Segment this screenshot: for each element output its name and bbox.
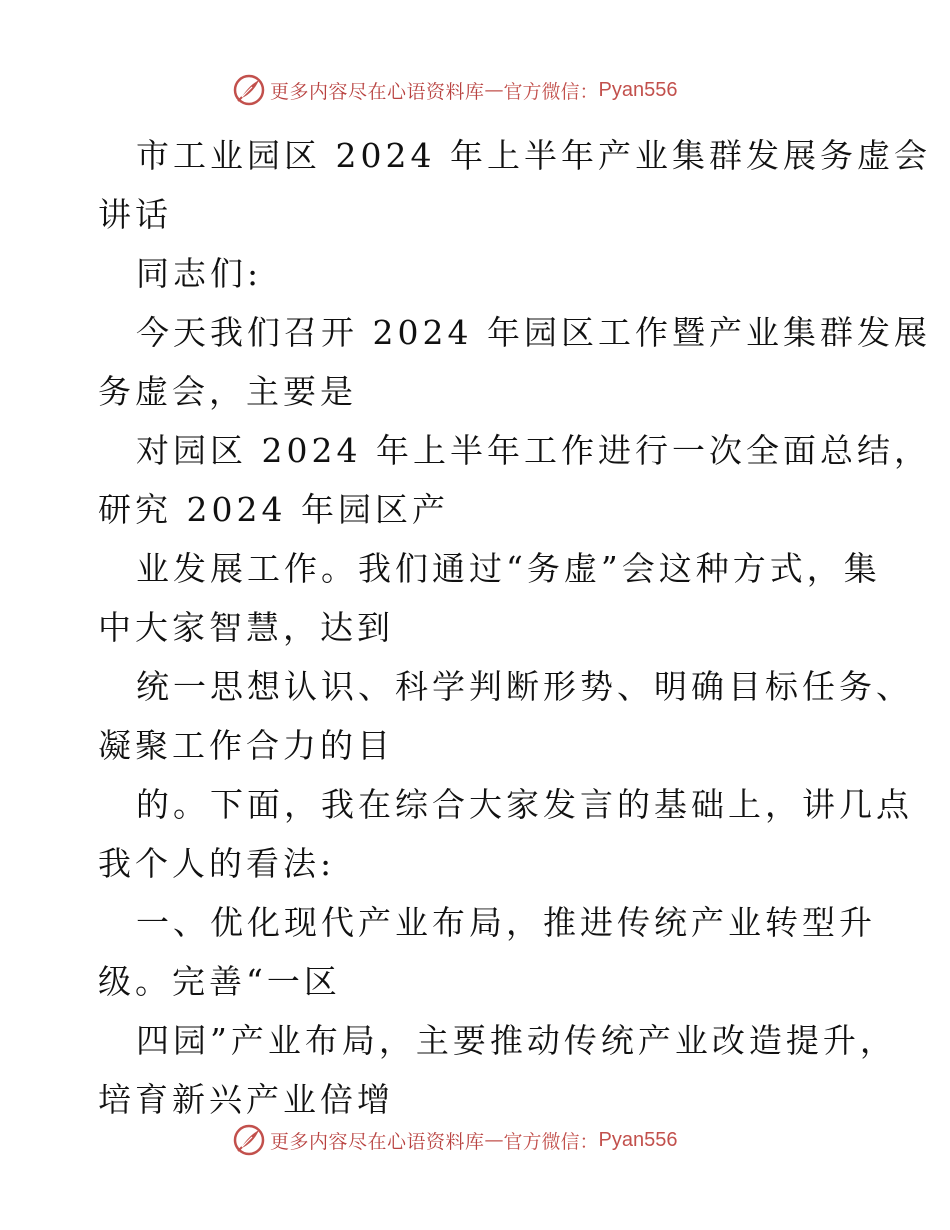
feather-pen-logo-icon (232, 1123, 266, 1157)
watermark-separator: — (484, 1129, 504, 1151)
watermark-text: 更多内容尽在心语资料库 (270, 1130, 485, 1153)
doc-line: 今天我们召开 2024 年园区工作暨产业集群发展 (136, 313, 931, 352)
doc-line: 我个人的看法: (98, 844, 336, 883)
doc-salutation: 同志们: (136, 254, 263, 293)
feather-pen-logo-icon (232, 73, 266, 107)
doc-line: 培育新兴产业倍增 (98, 1080, 394, 1119)
doc-line: 的。下面，我在综合大家发言的基础上，讲几点 (136, 785, 913, 824)
watermark-separator: — (484, 79, 504, 101)
doc-line: 对园区 2024 年上半年工作进行一次全面总结， (136, 431, 931, 470)
doc-line: 业发展工作。我们通过“务虚”会这种方式，集 (136, 549, 881, 588)
watermark-id: Pyan556 (598, 78, 678, 101)
watermark-tag: 官方微信： (503, 80, 599, 103)
doc-line: 研究 2024 年园区产 (98, 490, 449, 529)
doc-line: 务虚会，主要是 (98, 372, 357, 411)
doc-line: 级。完善“一区 (98, 962, 341, 1001)
doc-title-line-2: 讲话 (98, 195, 172, 234)
doc-section-heading-1: 一、优化现代产业布局，推进传统产业转型升 (136, 903, 876, 942)
watermark-id: Pyan556 (598, 1128, 678, 1151)
watermark-text: 更多内容尽在心语资料库 (270, 80, 485, 103)
doc-title-line-1: 市工业园区 2024 年上半年产业集群发展务虚会 (136, 136, 931, 175)
doc-line: 统一思想认识、科学判断形势、明确目标任务、 (136, 667, 913, 706)
doc-line: 凝聚工作合力的目 (98, 726, 394, 765)
watermark-header (0, 72, 950, 108)
watermark-footer (0, 1122, 950, 1158)
document-body (98, 126, 931, 1129)
doc-line: 中大家智慧，达到 (98, 608, 394, 647)
watermark-tag: 官方微信： (503, 1130, 599, 1153)
doc-line: 四园”产业布局，主要推动传统产业改造提升， (136, 1021, 897, 1060)
